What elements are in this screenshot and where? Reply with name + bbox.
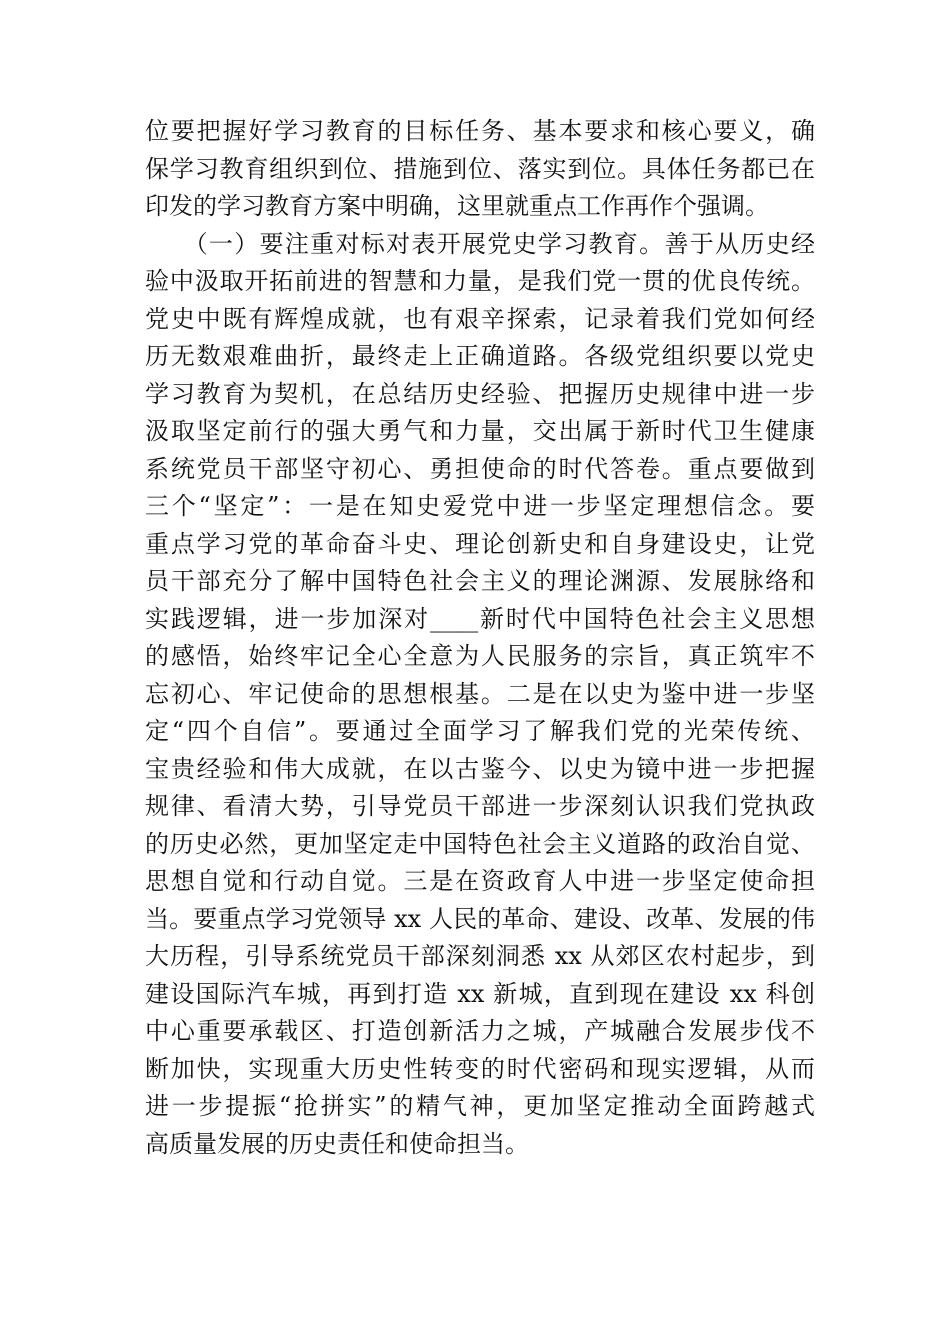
body-text	[145, 113, 815, 1163]
text-line: 重点学习党的革命奋斗史、理论创新史和自身建设史，让党	[145, 529, 815, 558]
text-line: 的感悟，始终牢记全心全意为人民服务的宗旨，真正筑牢不	[145, 642, 815, 670]
text-line: 实践逻辑，进一步加深对____新时代中国特色社会主义思想	[145, 604, 815, 633]
text-line: 党史中既有辉煌成就，也有艰辛探索，记录着我们党如何经	[145, 304, 815, 333]
text-line: 忘初心、牢记使命的思想根基。二是在以史为鉴中进一步坚	[145, 679, 815, 708]
text-line: 大历程，引导系统党员干部深刻洞悉 xx 从郊区农村起步，到	[145, 942, 815, 970]
text-line: 位要把握好学习教育的目标任务、基本要求和核心要义，确	[145, 117, 815, 145]
text-line: 学习教育为契机，在总结历史经验、把握历史规律中进一步	[145, 379, 815, 408]
text-line: 中心重要承载区、打造创新活力之城，产城融合发展步伐不	[145, 1017, 815, 1045]
text-line: 印发的学习教育方案中明确，这里就重点工作再作个强调。	[145, 192, 769, 220]
text-line: 系统党员干部坚守初心、勇担使命的时代答卷。重点要做到	[145, 454, 815, 483]
text-line: 进一步提振“抢拼实”的精气神，更加坚定推动全面跨越式	[145, 1092, 815, 1120]
text-line: 验中汲取开拓前进的智慧和力量，是我们党一贯的优良传统。	[145, 267, 815, 295]
text-line: 三个“坚定”：一是在知史爱党中进一步坚定理想信念。要	[145, 492, 815, 520]
section-heading-line: （一）要注重对标对表开展党史学习教育。善于从历史经	[145, 229, 815, 258]
text-line: 的历史必然，更加坚定走中国特色社会主义道路的政治自觉、	[145, 829, 815, 858]
text-line: 保学习教育组织到位、措施到位、落实到位。具体任务都已在	[145, 154, 815, 183]
text-line: 思想自觉和行动自觉。三是在资政育人中进一步坚定使命担	[145, 867, 815, 895]
text-line: 宝贵经验和伟大成就，在以古鉴今、以史为镜中进一步把握	[145, 754, 815, 783]
text-line: 高质量发展的历史责任和使命担当。	[145, 1129, 529, 1158]
text-line: 汲取坚定前行的强大勇气和力量，交出属于新时代卫生健康	[145, 417, 815, 445]
text-line: 历无数艰难曲折，最终走上正确道路。各级党组织要以党史	[145, 342, 815, 370]
text-line: 断加快，实现重大历史性转变的时代密码和现实逻辑，从而	[145, 1054, 815, 1083]
text-line: 定“四个自信”。要通过全面学习了解我们党的光荣传统、	[145, 717, 815, 745]
text-line: 建设国际汽车城，再到打造 xx 新城，直到现在建设 xx 科创	[145, 979, 815, 1008]
text-line: 员干部充分了解中国特色社会主义的理论渊源、发展脉络和	[145, 567, 815, 595]
text-line: 当。要重点学习党领导 xx 人民的革命、建设、改革、发展的伟	[145, 904, 815, 933]
text-line: 规律、看清大势，引导党员干部进一步深刻认识我们党执政	[145, 792, 815, 820]
